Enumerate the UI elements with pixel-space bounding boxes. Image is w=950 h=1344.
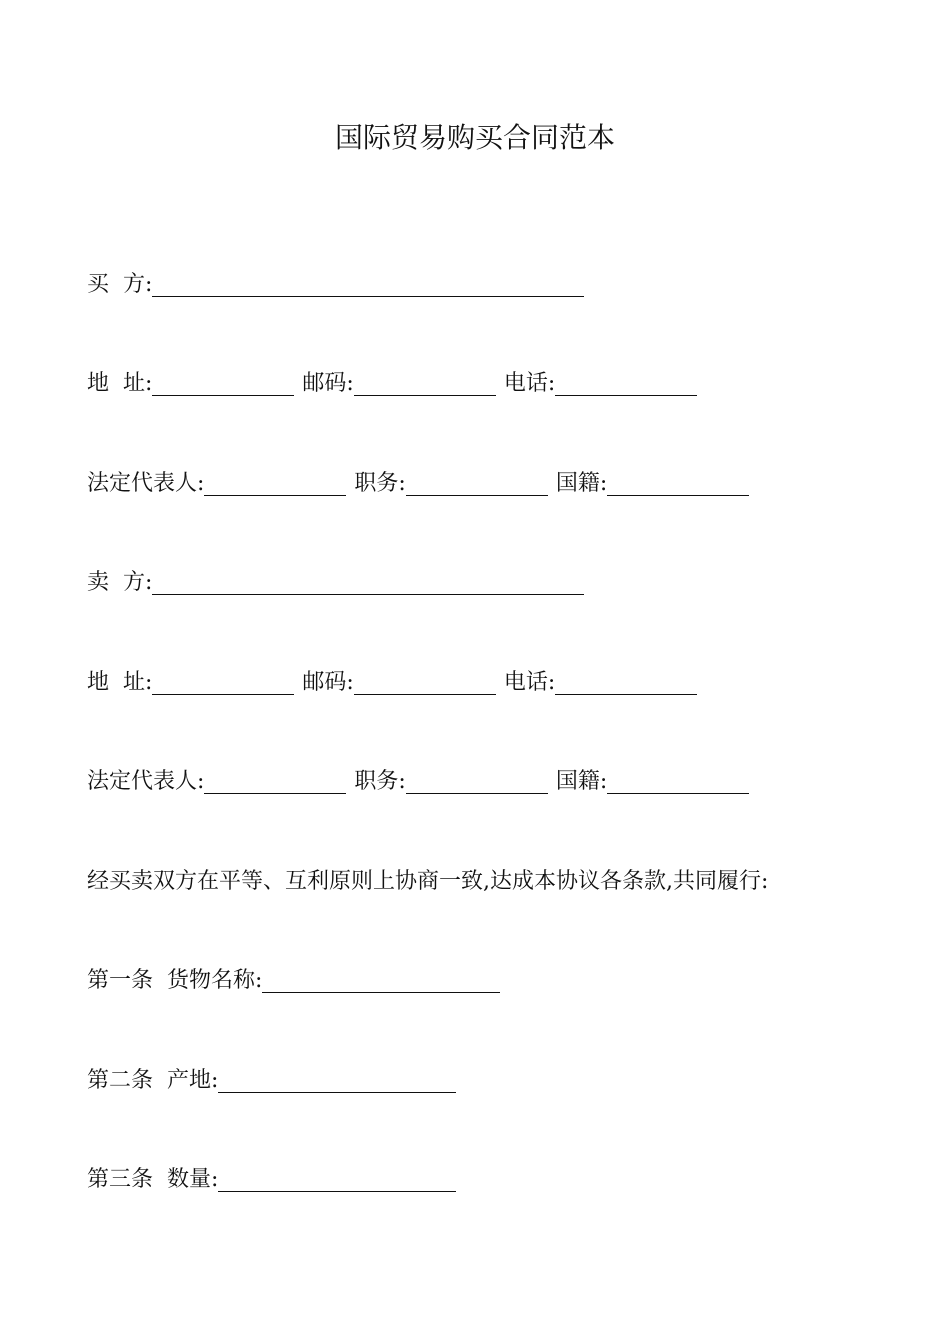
buyer-rep-line [87,469,749,499]
seller-zip-label: 邮码: [302,670,354,695]
document-title: 国际贸易购买合同范本 [334,121,615,154]
buyer-position-blank[interactable] [406,473,548,496]
seller-rep-blank[interactable] [204,771,346,794]
buyer-address-label: 地 址: [87,371,153,396]
article-2-line [87,1066,456,1096]
buyer-zip-blank[interactable] [354,373,496,396]
buyer-rep-label: 法定代表人: [87,471,205,496]
seller-phone-label: 电话: [503,670,556,695]
seller-rep-label: 法定代表人: [87,769,205,794]
seller-address-line [87,668,697,698]
seller-phone-blank[interactable] [555,672,697,695]
article-3-label: 第三条 数量: [87,1167,219,1192]
article-2-blank[interactable] [218,1070,456,1093]
article-3-line [87,1165,456,1195]
article-1-line [87,966,500,996]
buyer-nationality-blank[interactable] [607,473,749,496]
buyer-address-blank[interactable] [152,373,294,396]
buyer-address-line [87,369,697,399]
article-1-label: 第一条 货物名称: [87,968,263,993]
buyer-label: 买 方: [87,272,153,297]
article-1-blank[interactable] [262,970,500,993]
article-3-blank[interactable] [218,1169,456,1192]
seller-nationality-label: 国籍: [555,769,608,794]
seller-blank[interactable] [152,572,584,595]
seller-position-blank[interactable] [406,771,548,794]
seller-rep-line [87,767,749,797]
buyer-blank[interactable] [152,274,584,297]
intro-line [87,867,768,897]
article-2-label: 第二条 产地: [87,1068,219,1093]
buyer-zip-label: 邮码: [302,371,354,396]
seller-line [87,568,584,598]
buyer-line [87,270,584,300]
seller-position-label: 职务: [354,769,406,794]
intro-text: 经买卖双方在平等、互利原则上协商一致,达成本协议各条款,共同履行: [87,869,769,894]
buyer-rep-blank[interactable] [204,473,346,496]
seller-nationality-blank[interactable] [607,771,749,794]
buyer-nationality-label: 国籍: [555,471,608,496]
seller-address-blank[interactable] [152,672,294,695]
buyer-phone-label: 电话: [503,371,556,396]
seller-address-label: 地 址: [87,670,153,695]
seller-zip-blank[interactable] [354,672,496,695]
buyer-position-label: 职务: [354,471,406,496]
buyer-phone-blank[interactable] [555,373,697,396]
seller-label: 卖 方: [87,570,153,595]
